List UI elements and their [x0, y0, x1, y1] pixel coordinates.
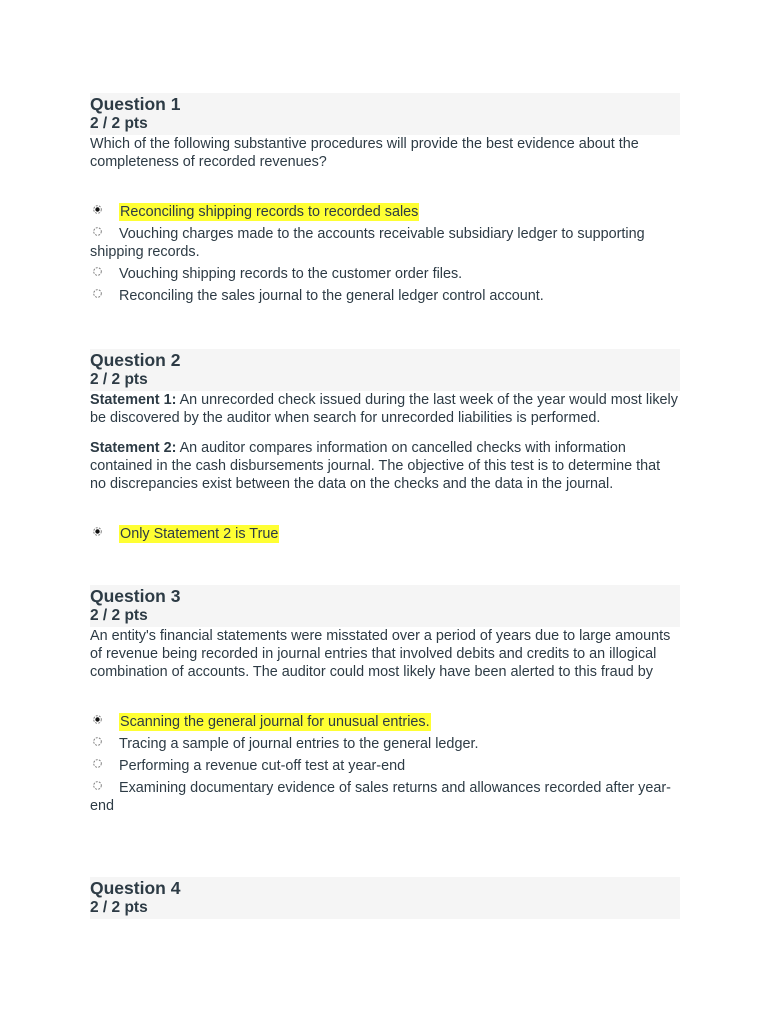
question-points: 2 / 2 pts [90, 607, 148, 624]
statement-2-text: An auditor compares information on cancelled checks with information contained in the cash disbursements journal. The objective of this test is to determine that no discrepancies exist between the data on the checks and the data in the journal. [90, 440, 661, 492]
radio-selected-icon[interactable] [93, 205, 102, 214]
question-title: Question 3 [90, 586, 181, 606]
radio-selected-icon[interactable] [93, 715, 102, 724]
question-header [90, 585, 680, 627]
statement-1-label: Statement 1: [90, 392, 177, 408]
question-text: An entity's financial statements were misstated over a period of years due to large amounts of revenue being recorded in journal entries that involved debits and credits to an illogical combination of accounts. The auditor could most likely have been alerted to this fraud by [90, 628, 671, 680]
radio-unselected-icon[interactable] [93, 737, 102, 746]
answer-label: Vouching shipping records to the customer order files. [119, 266, 463, 282]
answer-option[interactable] [90, 757, 680, 775]
question-text: Which of the following substantive procedures will provide the best evidence about the completeness of recorded revenues? [90, 136, 639, 170]
question-title: Question 1 [90, 94, 181, 114]
answer-option[interactable] [90, 265, 680, 283]
question-header [90, 93, 680, 135]
answer-label: Tracing a sample of journal entries to the general ledger. [119, 736, 479, 752]
radio-unselected-icon[interactable] [93, 267, 102, 276]
answer-label: Reconciling shipping records to recorded sales [120, 204, 419, 220]
question-title: Question 2 [90, 350, 181, 370]
question-text [90, 391, 680, 493]
answer-option[interactable] [90, 525, 680, 543]
question-points: 2 / 2 pts [90, 115, 148, 132]
question-header [90, 877, 680, 919]
statement-1-text: An unrecorded check issued during the last week of the year would most likely be discovered by the auditor when search for unrecorded liabilities is performed. [90, 392, 678, 426]
answer-label: Vouching charges made to the accounts receivable subsidiary ledger to supporting shipping records. [90, 226, 645, 260]
answer-label: Examining documentary evidence of sales returns and allowances recorded after year-end [90, 780, 671, 814]
answer-list [90, 203, 680, 305]
answer-label: Reconciling the sales journal to the general ledger control account. [119, 288, 544, 304]
question-1 [90, 93, 680, 309]
question-3 [90, 585, 680, 819]
radio-unselected-icon[interactable] [93, 781, 102, 790]
question-header [90, 349, 680, 391]
answer-list [90, 713, 680, 815]
radio-unselected-icon[interactable] [93, 289, 102, 298]
question-title: Question 4 [90, 878, 181, 898]
radio-unselected-icon[interactable] [93, 227, 102, 236]
answer-list [90, 525, 680, 543]
radio-unselected-icon[interactable] [93, 759, 102, 768]
question-points: 2 / 2 pts [90, 899, 148, 916]
answer-label: Only Statement 2 is True [120, 526, 279, 542]
answer-label: Scanning the general journal for unusual entries. [120, 714, 430, 730]
answer-option[interactable] [90, 713, 680, 731]
answer-option[interactable] [90, 779, 680, 815]
radio-selected-icon[interactable] [93, 527, 102, 536]
question-4 [90, 877, 680, 919]
question-2 [90, 349, 680, 547]
answer-option[interactable] [90, 203, 680, 221]
answer-option[interactable] [90, 735, 680, 753]
answer-option[interactable] [90, 225, 680, 261]
question-points: 2 / 2 pts [90, 371, 148, 388]
statement-1 [90, 391, 680, 427]
statement-2-label: Statement 2: [90, 440, 177, 456]
statement-2 [90, 439, 680, 493]
answer-label: Performing a revenue cut-off test at year-end [119, 758, 406, 774]
answer-option[interactable] [90, 287, 680, 305]
